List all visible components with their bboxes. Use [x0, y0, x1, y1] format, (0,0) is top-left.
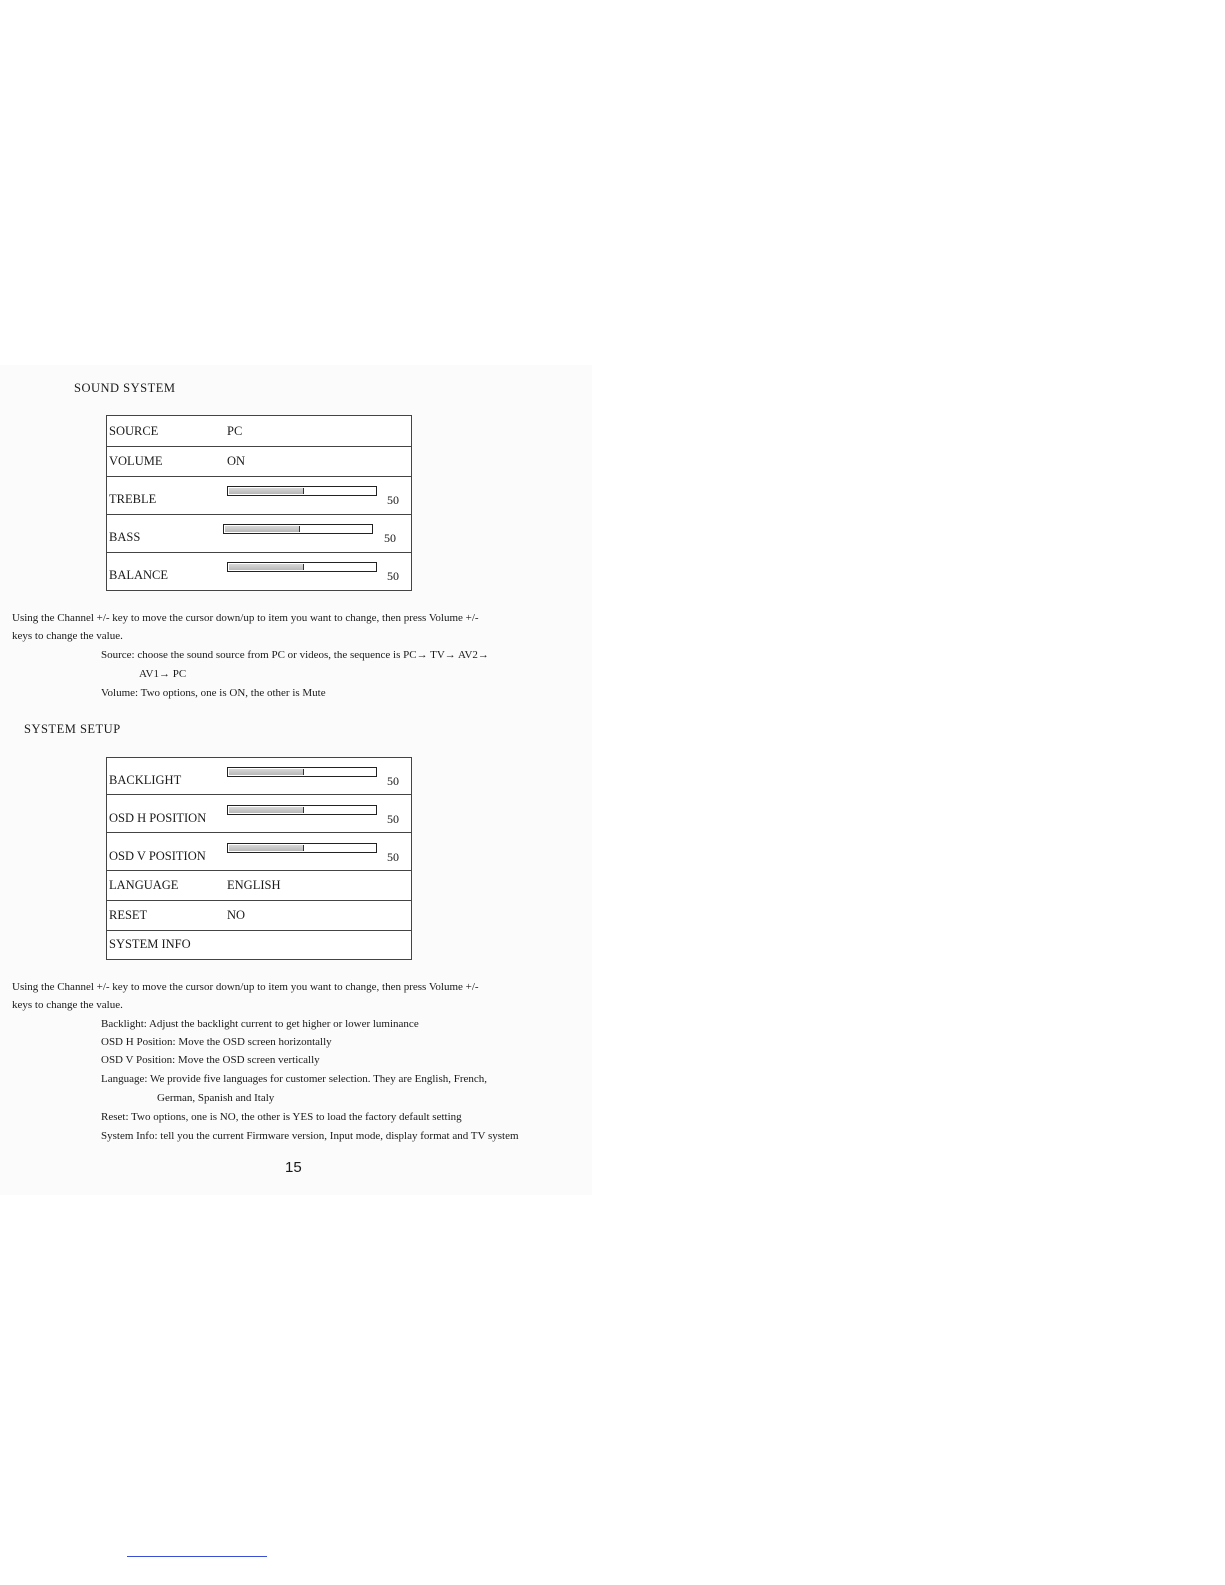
row-value: ON: [227, 454, 246, 468]
slider-fill: [229, 769, 304, 775]
setup-note-osd-h: OSD H Position: Move the OSD screen horizontally: [101, 1036, 332, 1048]
row-label: BASS: [109, 530, 141, 544]
slider-value: 50: [387, 850, 399, 864]
sound-row-balance: [107, 552, 411, 590]
setup-note-reset: Reset: Two options, one is NO, the other is YES to load the factory default setting: [101, 1111, 462, 1123]
system-setup-heading: SYSTEM SETUP: [24, 722, 121, 736]
sound-note-volume: Volume: Two options, one is ON, the other is Mute: [101, 687, 326, 699]
setup-row-system-info: [107, 930, 411, 959]
setup-menu-table: [106, 757, 412, 960]
setup-note-system-info: System Info: tell you the current Firmware version, Input mode, display format and TV system: [101, 1130, 519, 1142]
treble-slider: [227, 486, 377, 496]
row-label: OSD H POSITION: [109, 811, 207, 825]
setup-row-osd-v: [107, 832, 411, 871]
slider-fill: [225, 526, 300, 532]
row-label: TREBLE: [109, 492, 157, 506]
slider-fill: [229, 564, 304, 570]
sound-menu-table: [106, 415, 412, 591]
slider-fill: [229, 807, 304, 813]
sound-note-source: Source: choose the sound source from PC or videos, the sequence is PC→ TV→ AV2→: [101, 649, 489, 661]
setup-instruction-line-2: keys to change the value.: [12, 999, 123, 1011]
setup-row-osd-h: [107, 794, 411, 833]
row-label: VOLUME: [109, 454, 163, 468]
bottom-link-underline: [127, 1556, 267, 1557]
setup-row-reset: [107, 900, 411, 931]
sound-system-heading: SOUND SYSTEM: [74, 381, 176, 395]
osd-h-slider: [227, 805, 377, 815]
row-label: BACKLIGHT: [109, 773, 182, 787]
slider-value: 50: [387, 812, 399, 826]
slider-fill: [229, 488, 304, 494]
row-label: SYSTEM INFO: [109, 937, 191, 951]
slider-value: 50: [387, 493, 399, 507]
row-label: LANGUAGE: [109, 878, 179, 892]
row-value: NO: [227, 908, 246, 922]
balance-slider: [227, 562, 377, 572]
slider-value: 50: [387, 569, 399, 583]
setup-instruction-line-1: Using the Channel +/- key to move the cursor down/up to item you want to change, then press Volume +/-: [12, 981, 479, 993]
row-value: PC: [227, 424, 243, 438]
setup-note-language-cont: German, Spanish and Italy: [157, 1092, 275, 1104]
backlight-slider: [227, 767, 377, 777]
setup-note-backlight: Backlight: Adjust the backlight current to get higher or lower luminance: [101, 1018, 419, 1030]
row-label: RESET: [109, 908, 148, 922]
setup-row-backlight: [107, 758, 411, 795]
page-number: 15: [285, 1159, 302, 1176]
row-label: SOURCE: [109, 424, 159, 438]
osd-v-slider: [227, 843, 377, 853]
slider-value: 50: [387, 774, 399, 788]
slider-value: 50: [384, 531, 396, 545]
setup-note-language: Language: We provide five languages for customer selection. They are English, French,: [101, 1073, 488, 1085]
row-value: ENGLISH: [227, 878, 281, 892]
sound-note-source-cont: AV1→ PC: [139, 668, 187, 680]
sound-row-volume: [107, 446, 411, 477]
sound-row-treble: [107, 476, 411, 515]
setup-note-osd-v: OSD V Position: Move the OSD screen vertically: [101, 1054, 320, 1066]
sound-row-bass: [107, 514, 411, 553]
slider-fill: [229, 845, 304, 851]
sound-row-source: [107, 416, 411, 447]
sound-instruction-line-1: Using the Channel +/- key to move the cursor down/up to item you want to change, then press Volume +/-: [12, 612, 479, 624]
sound-instruction-line-2: keys to change the value.: [12, 630, 123, 642]
bass-slider: [223, 524, 373, 534]
row-label: BALANCE: [109, 568, 169, 582]
setup-row-language: [107, 870, 411, 901]
row-label: OSD V POSITION: [109, 849, 206, 863]
